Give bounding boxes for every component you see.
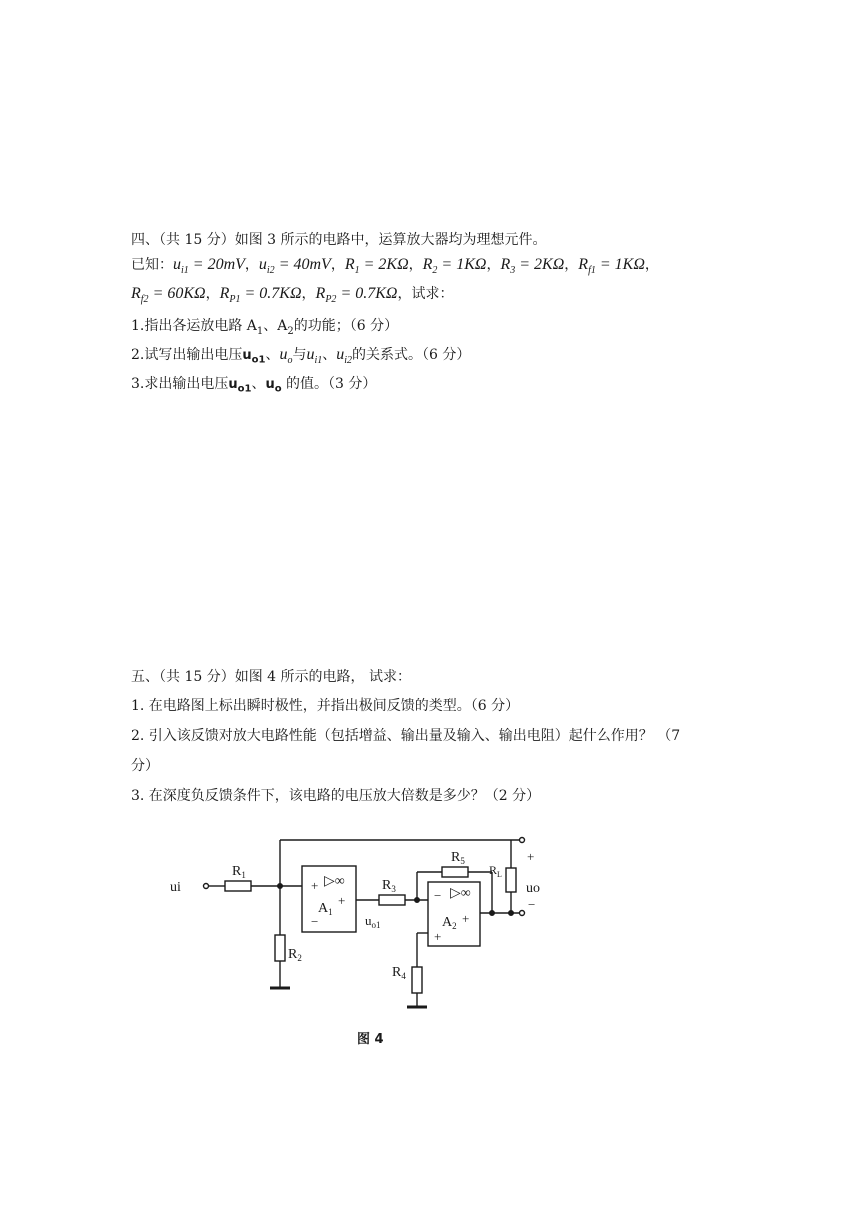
- sep: ，: [564, 257, 579, 273]
- given-rf2: $R_{f2} = 60K\Omega$: [131, 285, 206, 306]
- label-rl: $R_L$: [489, 863, 502, 879]
- label-r4: $R_4$: [392, 965, 406, 981]
- label-r5: $R_5$: [451, 850, 465, 866]
- q5-item2-cont: 分）: [131, 758, 159, 774]
- figure-caption: 图 4: [357, 1032, 384, 1047]
- q4-givens-line2: [131, 284, 453, 304]
- q4-header: 四、（共 15 分）如图 3 所示的电路中，运算放大器均为理想元件。: [131, 232, 547, 248]
- q5-header: 五、（共 15 分）如图 4 所示的电路， 试求：: [131, 669, 411, 685]
- sep: ，: [408, 257, 423, 273]
- label-a1: $A_1$: [318, 901, 333, 917]
- resistor-r1: [225, 881, 251, 891]
- given-rp1: $R_{P1} = 0.7K\Omega$: [219, 285, 302, 306]
- sep: ，: [330, 257, 345, 273]
- sep: ，: [205, 286, 220, 302]
- ask-label: 试求：: [411, 286, 454, 302]
- sym-uo1: $u_{o1}$: [228, 377, 252, 395]
- q5-item1: 1. 在电路图上标出瞬时极性，并指出极间反馈的类型。（6 分）: [131, 698, 520, 714]
- q4-givens-line1: [131, 255, 659, 275]
- given-ui2: $u_{i2} = 40mV$: [258, 256, 331, 277]
- a1-minus: −: [311, 914, 319, 929]
- given-ui1: $u_{i1} = 20mV$: [173, 256, 245, 277]
- a1-out-plus: +: [338, 893, 346, 908]
- sym-uo: $u_o$: [265, 377, 282, 395]
- given-r3: $R_3 = 2K\Omega$: [500, 256, 565, 277]
- q4-item1: 1.指出各运放电路 $A_1$、$A_2$的功能；（6 分）: [131, 318, 399, 337]
- sep: ，: [397, 286, 412, 302]
- a2-inf-symbol: ▷∞: [450, 886, 471, 901]
- given-rp2: $R_{P2} = 0.7K\Omega$: [315, 285, 398, 306]
- label-ui: ui: [170, 880, 181, 895]
- sym-uo1: $u_{o1}$: [242, 348, 266, 366]
- q5-item2: 2. 引入该反馈对放大电路性能（包括增益、输出量及输入、输出电阻）起什么作用？ （7: [131, 728, 681, 744]
- label-out-plus: +: [527, 849, 535, 864]
- resistor-r5: [442, 867, 468, 877]
- q4-item2: 2.试写出输出电压$u_{o1}$、$u_o$与$u_{i1}$、$u_{i2}$的关系式。（6 分）: [131, 346, 471, 367]
- resistor-r2: [275, 935, 285, 961]
- node-n3: [490, 911, 495, 916]
- a2-plus: +: [434, 929, 442, 944]
- a2-out-plus: +: [462, 911, 470, 926]
- label-r3: $R_3$: [382, 878, 396, 894]
- q4-item3: 3.求出输出电压$u_{o1}$、$u_o$ 的值。（3 分）: [131, 376, 377, 395]
- label-out-minus: −: [528, 897, 536, 912]
- a2-minus: −: [434, 888, 442, 903]
- sym-ui2: $u_{i2}$: [336, 346, 353, 367]
- label-r2: $R_2$: [288, 947, 302, 963]
- label-r1: $R_1$: [232, 864, 246, 880]
- known-label: 已知：: [131, 257, 173, 273]
- sep: ，: [486, 257, 501, 273]
- sym-uo: $u_o$: [279, 346, 293, 367]
- resistor-r4: [412, 967, 422, 993]
- circuit-diagram: [170, 830, 570, 1020]
- node-n4: [509, 911, 514, 916]
- a1-plus: +: [311, 878, 319, 893]
- given-r1: $R_1 = 2K\Omega$: [344, 256, 409, 277]
- input-terminal: [204, 884, 209, 889]
- label-uo: uo: [526, 881, 540, 896]
- label-a2: $A_2$: [442, 915, 457, 931]
- q5-item3: 3. 在深度负反馈条件下，该电路的电压放大倍数是多少？（2 分）: [131, 788, 541, 804]
- given-rf1: $R_{f1} = 1K\Omega$: [578, 256, 645, 277]
- a1-inf-symbol: ▷∞: [324, 874, 345, 889]
- sym-ui1: $u_{i1}$: [306, 346, 323, 367]
- resistor-rl: [506, 868, 516, 892]
- sep: ，: [644, 257, 659, 273]
- label-uo1: $u_{o1}$: [365, 913, 381, 930]
- sep: ，: [244, 257, 259, 273]
- output-terminal-bottom: [520, 911, 525, 916]
- sep: ，: [301, 286, 316, 302]
- given-r2: $R_2 = 1K\Omega$: [422, 256, 487, 277]
- resistor-r3: [379, 895, 405, 905]
- output-terminal-top: [520, 838, 525, 843]
